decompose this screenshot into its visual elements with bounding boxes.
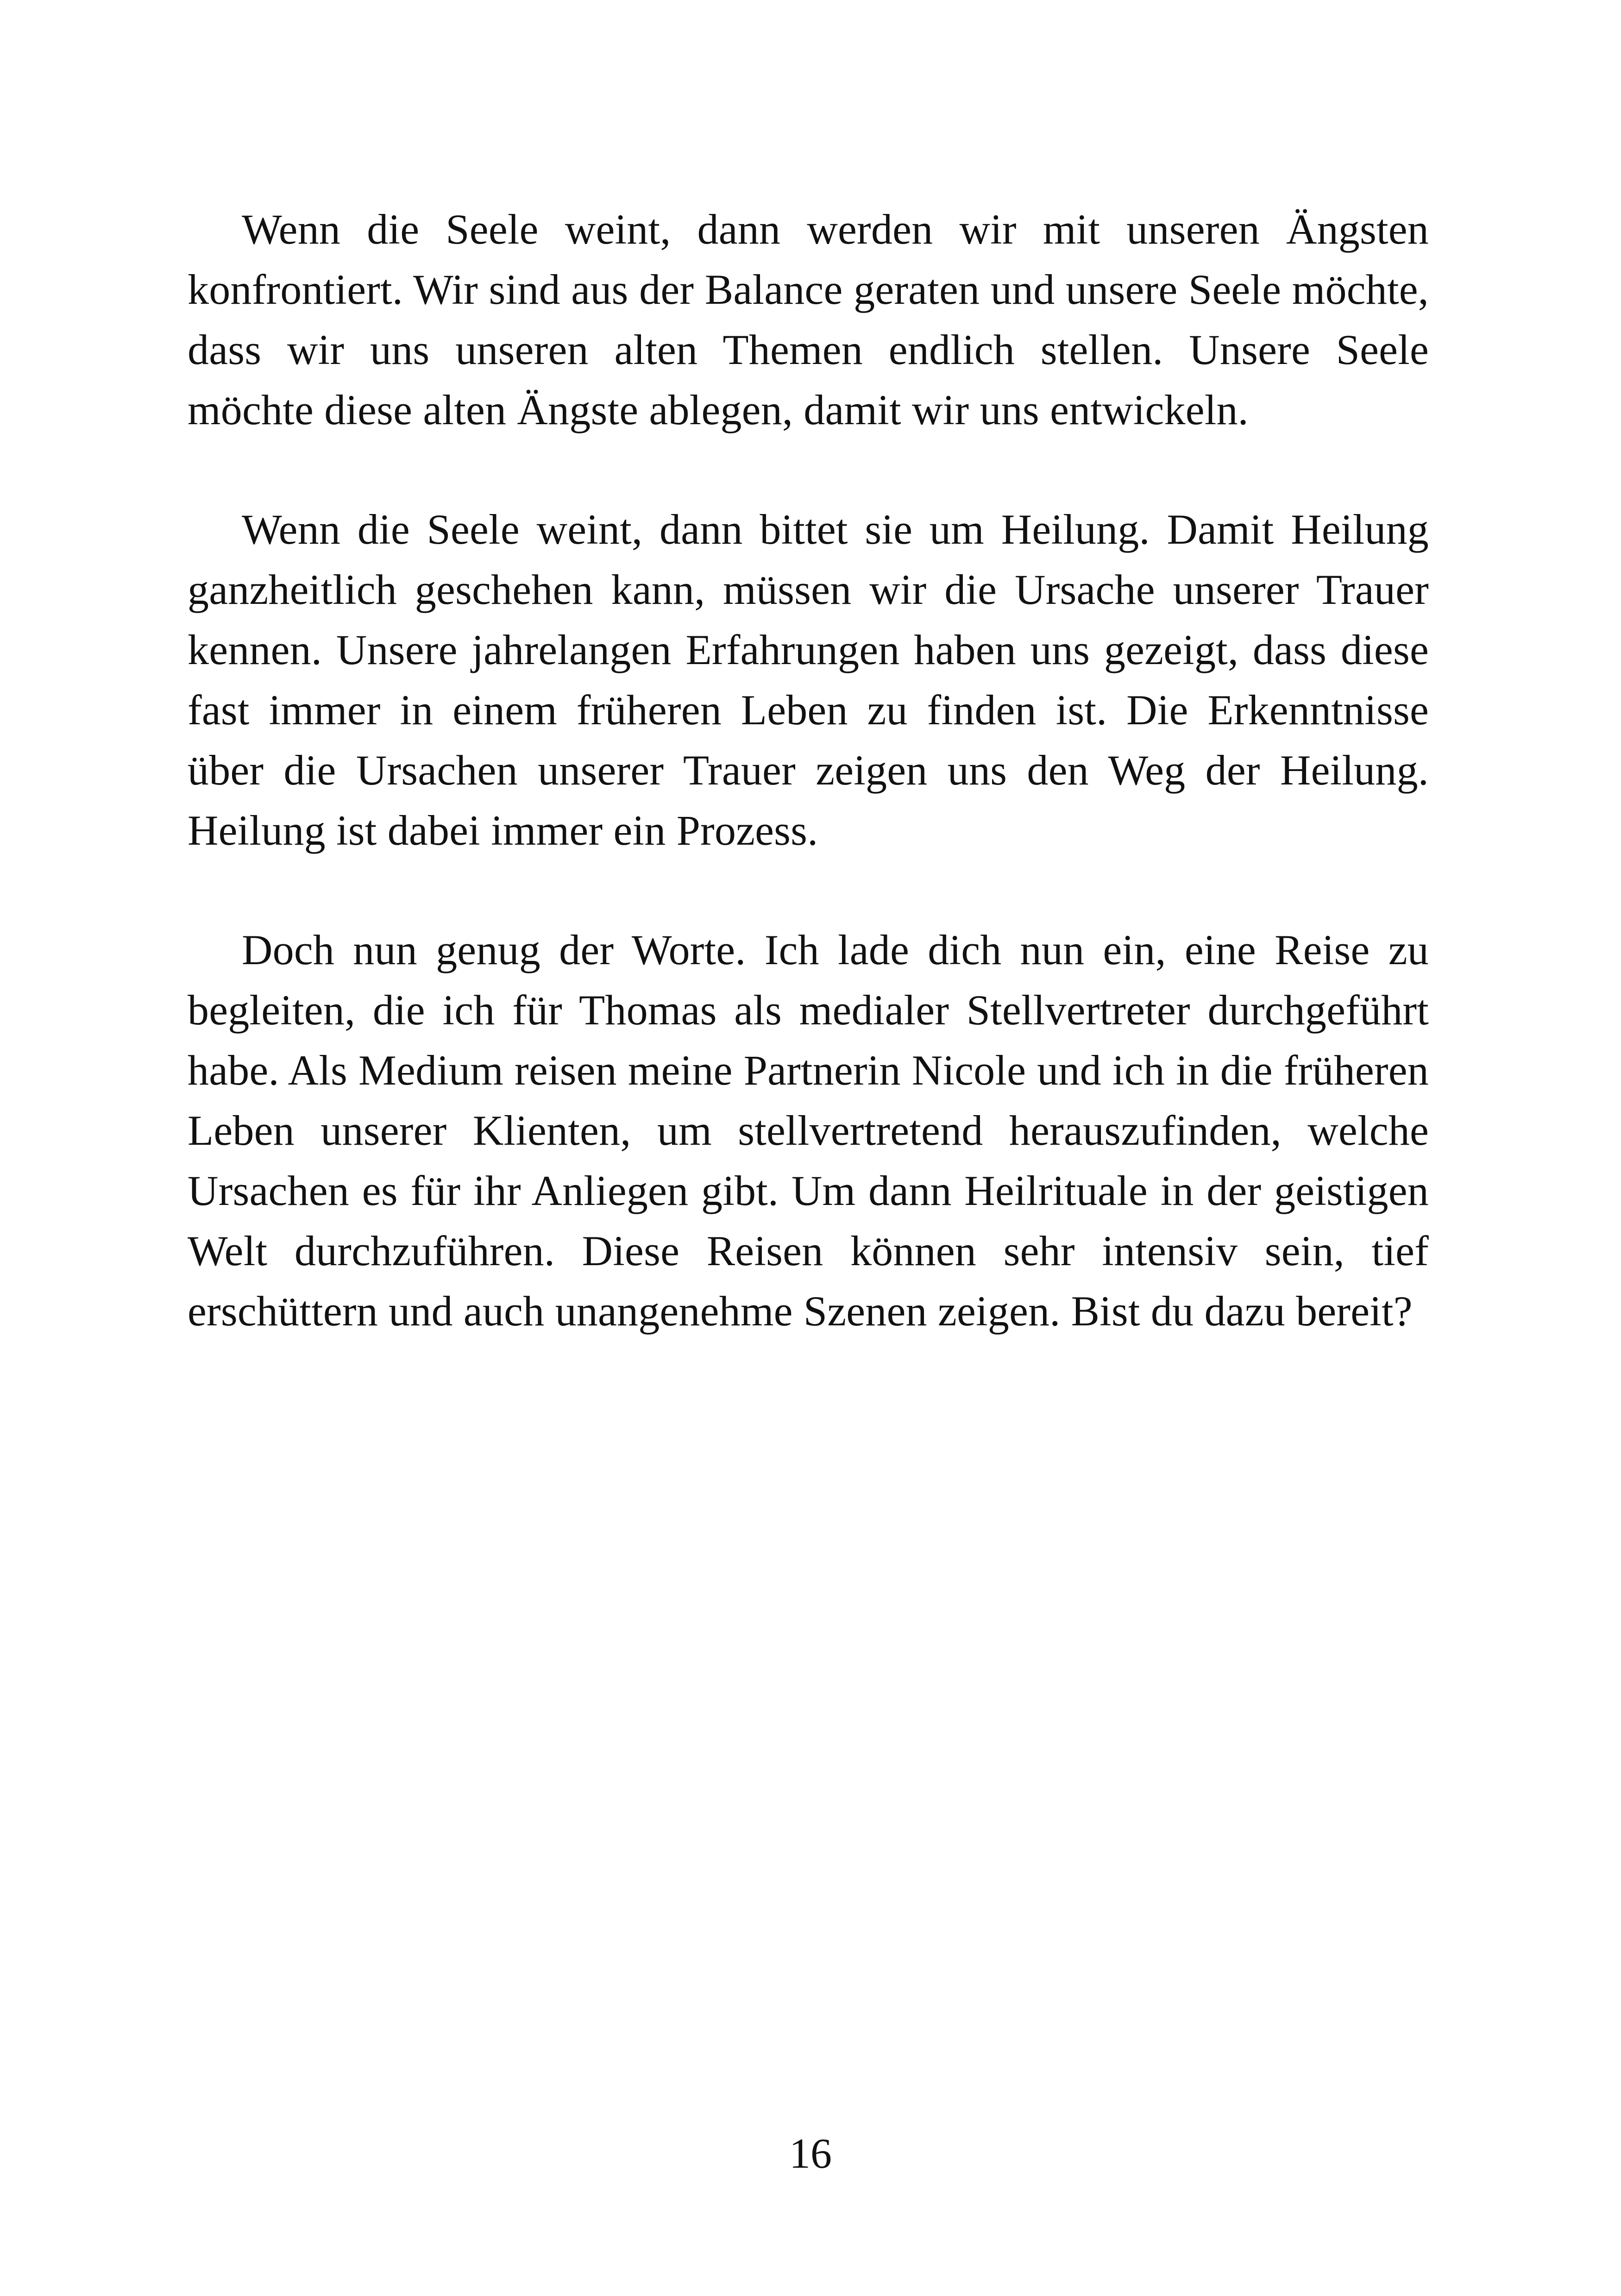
page-number: 16 (789, 2130, 832, 2177)
paragraph: Doch nun genug der Worte. Ich lade dich nun ein, eine Reise zu begleiten, die ich für Thomas als medialer Stellvertreter durchgeführt habe. Als Medium reisen meine Partnerin Nicole und ich in die früheren Leben unserer Klienten, um stellvertretend herauszufinden, welche Ursachen es für ihr Anliegen gibt. Um dann Heilrituale in der geistigen Welt durchzuführen. Diese Reisen können sehr intensiv sein, tief erschüttern und auch unangenehme Szenen zeigen. Bist du dazu bereit? (188, 926, 1429, 1335)
paragraph: Wenn die Seele weint, dann bittet sie um Heilung. Damit Heilung ganzheitlich geschehen kann, müssen wir die Ursache unserer Trauer kennen. Unsere jahrelangen Erfahrungen haben uns gezeigt, dass diese fast immer in einem früheren Leben zu finden ist. Die Erkenntnisse über die Ursachen unserer Trauer zeigen uns den Weg der Heilung. Heilung ist dabei immer ein Prozess. (188, 506, 1429, 854)
body-text (188, 199, 1429, 1341)
paragraph: Wenn die Seele weint, dann werden wir mit unseren Ängsten konfrontiert. Wir sind aus der Balance geraten und unsere Seele möchte, dass wir uns unseren alten Themen endlich stellen. Unsere Seele möchte diese alten Ängste ablegen, damit wir uns entwickeln. (188, 206, 1429, 433)
